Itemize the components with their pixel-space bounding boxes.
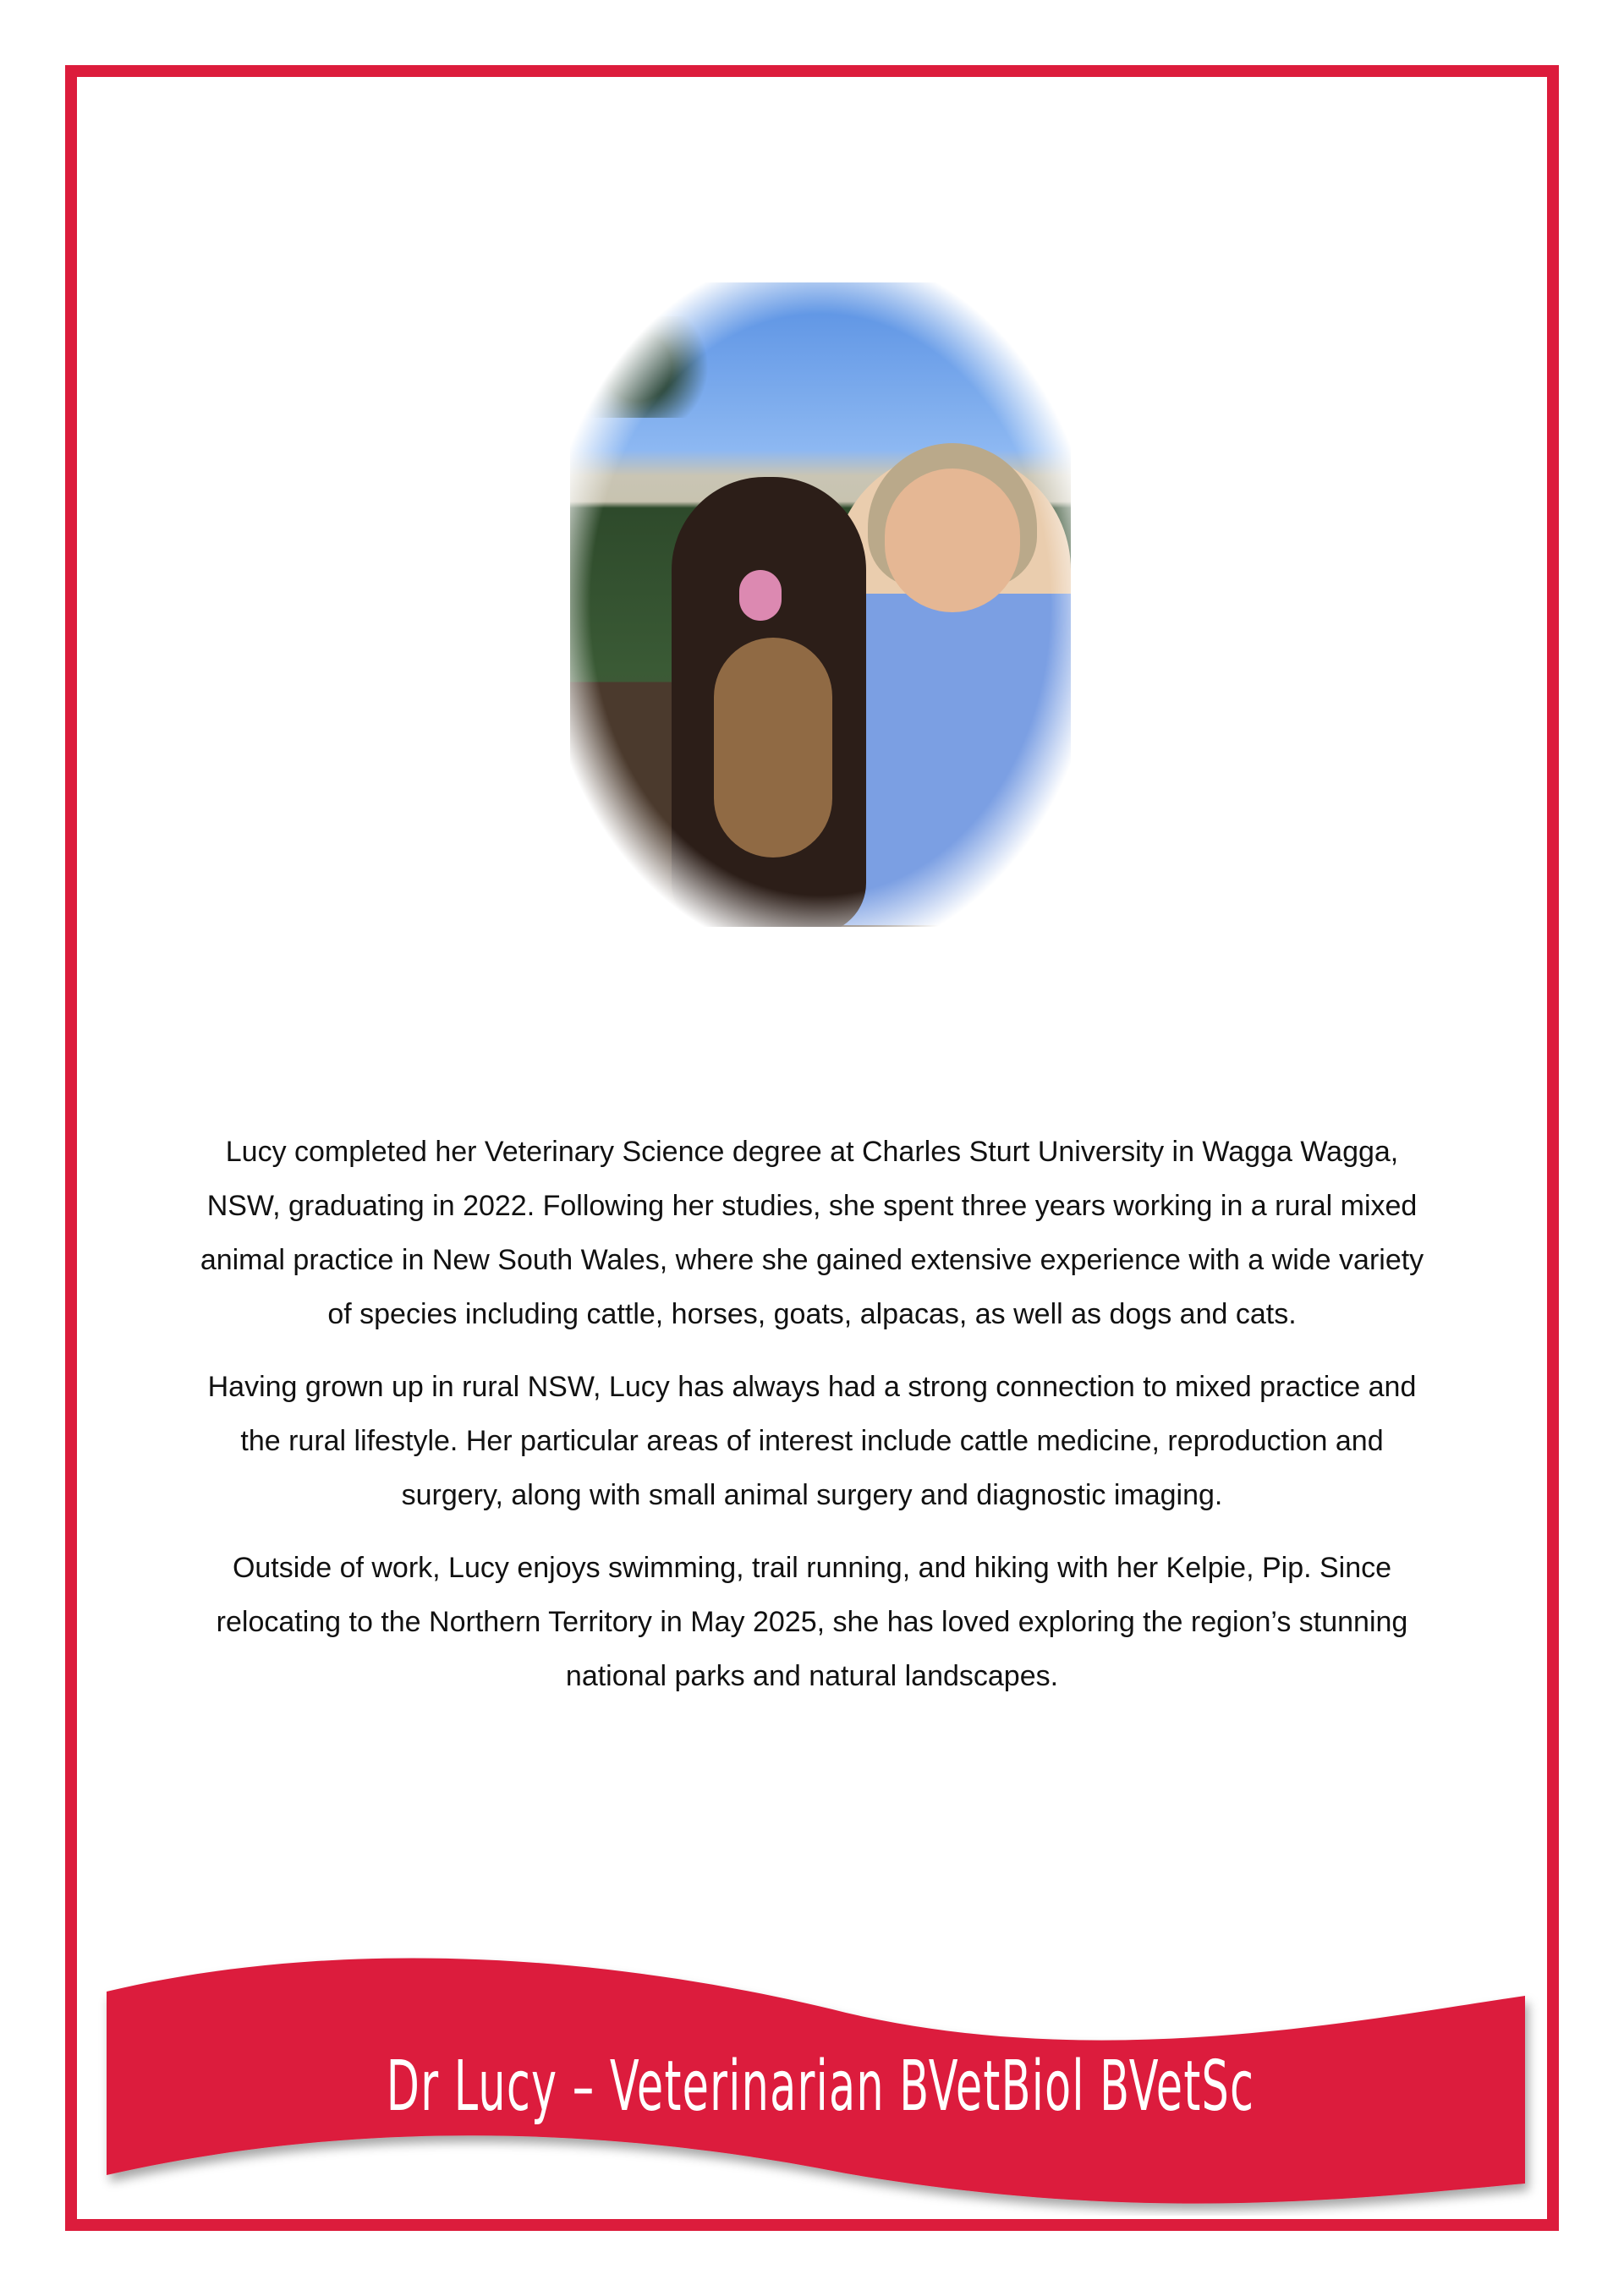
banner-title: Dr Lucy – Veterinarian BVetBiol BVetSc: [386, 2047, 1255, 2127]
photo-image: [570, 282, 1071, 927]
bio-text: [186, 1125, 1438, 1722]
bio-paragraph-education: Lucy completed her Veterinary Science degree at Charles Sturt University in Wagga Wagga, NSW, graduating in 2022. Following her studies, she spent three years working in a rural mixed animal practice in New South Wales, where she gained extensive experience with a wide variety of species including cattle, horses, goats, alpacas, as well as dogs and cats.: [200, 1136, 1424, 1330]
profile-photo: [558, 271, 1083, 939]
name-banner: [85, 1945, 1556, 2216]
photo-dog-tongue: [739, 570, 782, 621]
photo-woman-face: [885, 469, 1020, 612]
bio-paragraph-interests: Having grown up in rural NSW, Lucy has always had a strong connection to mixed practice and the rural lifestyle. Her particular areas of interest include cattle medicine, reproduction and surgery, along with small animal surgery and diagnostic imaging.: [207, 1371, 1417, 1511]
photo-tree: [570, 316, 739, 418]
bio-paragraph-personal: Outside of work, Lucy enjoys swimming, trail running, and hiking with her Kelpie, Pip. Since relocating to the Northern Territory in May 2025, she has loved exploring the region’s stunning national parks and natural landscapes.: [216, 1552, 1408, 1692]
photo-dog-belly: [714, 638, 832, 858]
